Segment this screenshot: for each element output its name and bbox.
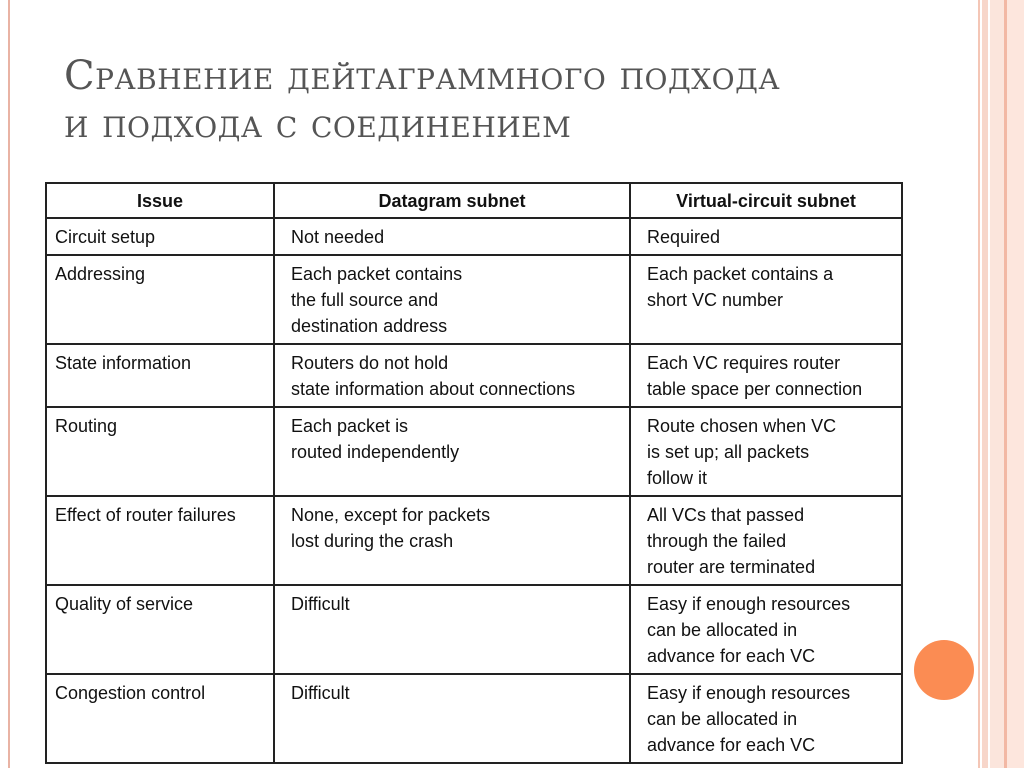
table-row: [46, 496, 902, 585]
stripe: [990, 0, 1004, 768]
cell-text-line: Quality of service: [55, 594, 194, 614]
cell-text-line: Not needed: [291, 227, 385, 247]
cell-text-line: Effect of router failures: [55, 505, 236, 525]
stripe: [982, 0, 988, 768]
cell-text-line: is set up; all packets: [647, 442, 810, 462]
cell-text-line: None, except for packets: [291, 505, 491, 525]
cell-text-line: can be allocated in: [647, 709, 798, 729]
virtual-circuit-cell: [630, 344, 902, 407]
cell-text-line: router are terminated: [647, 557, 816, 577]
header-datagram-subnet: Datagram subnet: [274, 183, 630, 218]
cell-text-line: Difficult: [291, 594, 350, 614]
cell-text-line: destination address: [291, 316, 448, 336]
table-row: [46, 255, 902, 344]
left-border-line: [8, 0, 10, 768]
datagram-cell: [274, 496, 630, 585]
issue-cell: [46, 585, 274, 674]
virtual-circuit-cell: [630, 674, 902, 763]
table-row: [46, 674, 902, 763]
header-issue: Issue: [46, 183, 274, 218]
cell-text-line: Difficult: [291, 683, 350, 703]
issue-cell: [46, 407, 274, 496]
cell-text-line: follow it: [647, 468, 708, 488]
header-virtual-circuit-subnet: Virtual-circuit subnet: [630, 183, 902, 218]
cell-text-line: Each packet is: [291, 416, 409, 436]
datagram-cell: [274, 344, 630, 407]
table-row: [46, 407, 902, 496]
issue-cell: [46, 344, 274, 407]
virtual-circuit-cell: [630, 255, 902, 344]
cell-text-line: Each packet contains a: [647, 264, 834, 284]
table-row: [46, 344, 902, 407]
virtual-circuit-cell: [630, 218, 902, 255]
cell-text-line: lost during the crash: [291, 531, 454, 551]
page-title: [64, 52, 964, 148]
virtual-circuit-cell: [630, 585, 902, 674]
title-line-2: и подхода с соединением: [64, 101, 572, 147]
cell-text-line: Easy if enough resources: [647, 594, 851, 614]
issue-cell: [46, 674, 274, 763]
table-row: [46, 585, 902, 674]
table-body: [46, 218, 902, 763]
cell-text-line: advance for each VC: [647, 735, 816, 755]
virtual-circuit-cell: [630, 407, 902, 496]
cell-text-line: State information: [55, 353, 192, 373]
cell-text-line: the full source and: [291, 290, 439, 310]
datagram-cell: [274, 407, 630, 496]
cell-text-line: Addressing: [55, 264, 146, 284]
virtual-circuit-cell: [630, 496, 902, 585]
cell-text-line: state information about connections: [291, 379, 576, 399]
issue-cell: [46, 218, 274, 255]
table-header-row: [46, 183, 902, 218]
accent-circle: [914, 640, 974, 700]
cell-text-line: Easy if enough resources: [647, 683, 851, 703]
cell-text-line: can be allocated in: [647, 620, 798, 640]
datagram-cell: [274, 218, 630, 255]
comparison-table: [45, 182, 903, 764]
stripe: [978, 0, 980, 768]
title-line-1: Сравнение дейтаграммного подхода: [64, 53, 781, 99]
datagram-cell: [274, 255, 630, 344]
cell-text-line: Circuit setup: [55, 227, 156, 247]
cell-text-line: Routing: [55, 416, 118, 436]
cell-text-line: short VC number: [647, 290, 784, 310]
cell-text-line: All VCs that passed: [647, 505, 805, 525]
cell-text-line: Congestion control: [55, 683, 206, 703]
cell-text-line: advance for each VC: [647, 646, 816, 666]
datagram-cell: [274, 585, 630, 674]
cell-text-line: Each packet contains: [291, 264, 463, 284]
decorative-stripes: [978, 0, 1024, 768]
issue-cell: [46, 496, 274, 585]
cell-text-line: Route chosen when VC: [647, 416, 837, 436]
cell-text-line: table space per connection: [647, 379, 863, 399]
cell-text-line: routed independently: [291, 442, 460, 462]
cell-text-line: through the failed: [647, 531, 787, 551]
table-row: [46, 218, 902, 255]
datagram-cell: [274, 674, 630, 763]
issue-cell: [46, 255, 274, 344]
cell-text-line: Routers do not hold: [291, 353, 449, 373]
stripe: [1007, 0, 1024, 768]
cell-text-line: Required: [647, 227, 721, 247]
cell-text-line: Each VC requires router: [647, 353, 841, 373]
